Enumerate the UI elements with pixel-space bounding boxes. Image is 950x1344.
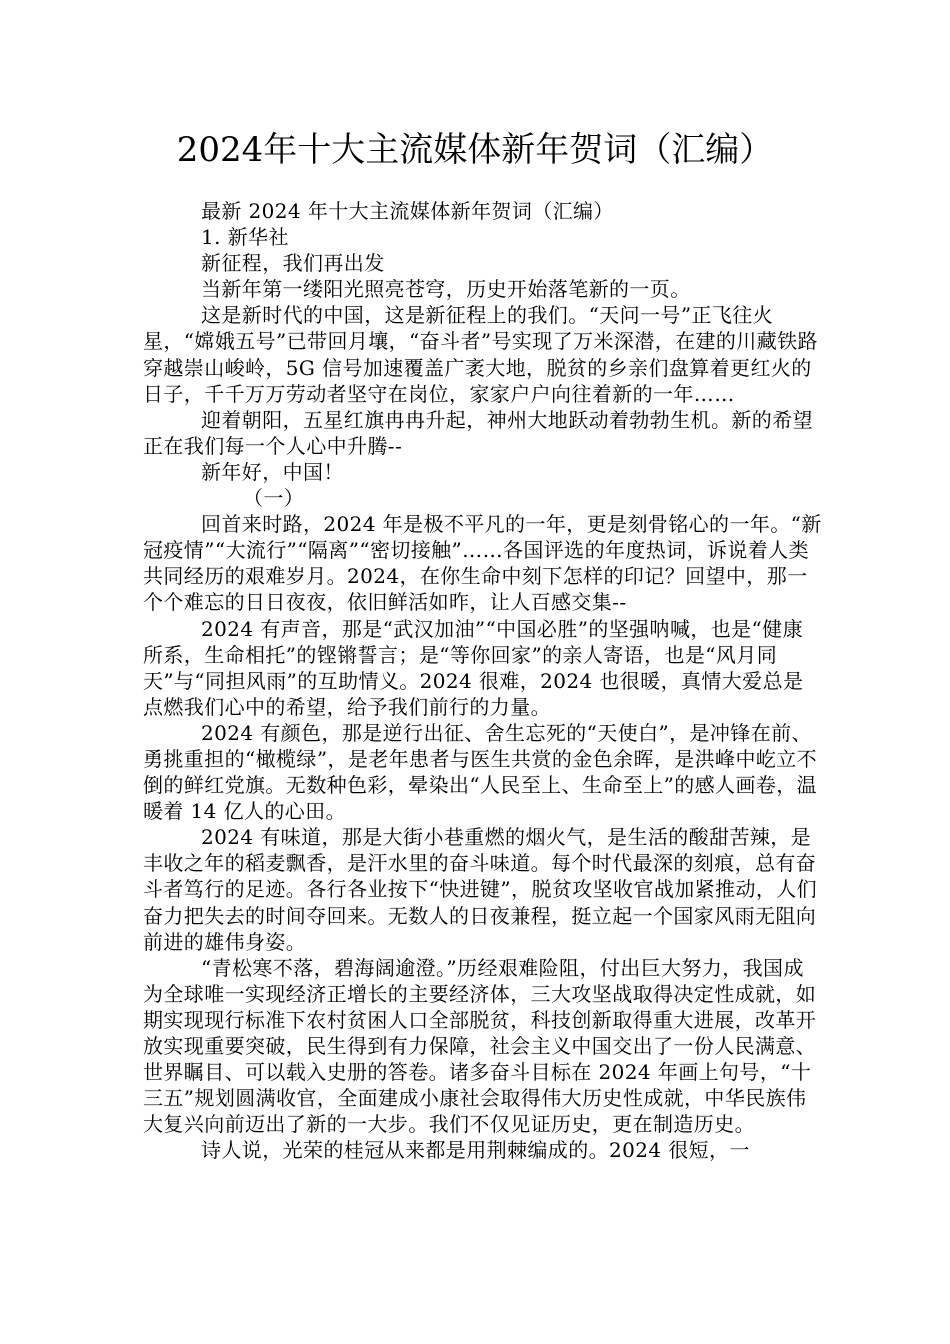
body-paragraph: 当新年第一缕阳光照亮苍穹，历史开始落笔新的一页。 [201, 277, 691, 302]
section-number: （一） [243, 486, 305, 511]
body-paragraph: 这是新时代的中国，这是新征程上的我们。“天问一号”正飞往火星，“嫦娥五号”已带回月壤，“奋斗者”号实现了万米深潜，在建的川藏铁路穿越崇山峻岭，5G 信号加速覆盖广袤大地，脱贫的乡亲们盘算着更红火的日子，千千万万劳动者坚守在岗位，家家户户向往着新的一年…… [143, 303, 818, 406]
article-heading: 新征程，我们再出发 [201, 251, 385, 276]
body-paragraph: 2024 有声音，那是“武汉加油”“中国必胜”的坚强呐喊，也是“健康所系，生命相托”的铿锵誓言；是“等你回家”的亲人寄语，也是“风月同天”与“同担风雨”的互助情义。2024 很难，2024 也很暖，真情大爱总是点燃我们心中的希望，给予我们前行的力量。 [143, 616, 804, 719]
section-heading-xinhua: 1. 新华社 [201, 225, 289, 250]
body-paragraph: 诗人说，光荣的桂冠从来都是用荆棘编成的。2024 很短，一 [201, 1138, 750, 1163]
body-paragraph: 迎着朝阳，五星红旗冉冉升起，神州大地跃动着勃勃生机。新的希望正在我们每一个人心中升腾-- [143, 407, 813, 458]
subtitle-paragraph: 最新 2024 年十大主流媒体新年贺词（汇编） [201, 199, 614, 223]
body-paragraph: 回首来时路，2024 年是极不平凡的一年，更是刻骨铭心的一年。“新冠疫情”“大流行”“隔离”“密切接触”……各国评选的年度热词，诉说着人类共同经历的艰难岁月。2024，在你生命中刻下怎样的印记？回望中，那一个个难忘的日日夜夜，依旧鲜活如昨，让人百感交集-- [143, 512, 822, 615]
body-paragraph: 2024 有味道，那是大街小巷重燃的烟火气，是生活的酸甜苦辣，是丰收之年的稻麦飘香，是汗水里的奋斗味道。每个时代最深的刻痕，总有奋斗者笃行的足迹。各行各业按下“快进键”，脱贫攻坚收官战加紧推动，人们奋力把失去的时间夺回来。无数人的日夜兼程，挺立起一个国家风雨无阻向前进的雄伟身姿。 [143, 825, 818, 954]
body-paragraph: 2024 有颜色，那是逆行出征、舍生忘死的“天使白”，是冲锋在前、勇挑重担的“橄榄绿”，是老年患者与医生共赏的金色余晖，是洪峰中屹立不倒的鲜红党旗。无数种色彩，晕染出“人民至上、生命至上”的感人画卷，温暖着 14 亿人的心田。 [143, 720, 818, 824]
body-paragraph: “青松寒不落，碧海阔逾澄。”历经艰难险阻，付出巨大努力，我国成为全球唯一实现经济正增长的主要经济体，三大攻坚战取得决定性成就，如期实现现行标准下农村贫困人口全部脱贫，科技创新取得重大进展，改革开放实现重要突破，民生得到有力保障，社会主义中国交出了一份人民满意、世界瞩目、可以载入史册的答卷。诸多奋斗目标在 2024 年画上句号，“十三五”规划圆满收官，全面建成小康社会取得伟大历史性成就，中华民族伟大复兴向前迈出了新的一大步。我们不仅见证历史，更在制造历史。 [143, 955, 817, 1137]
document-body [143, 198, 823, 1163]
document-title: 2024年十大主流媒体新年贺词（汇编） [176, 130, 774, 170]
body-paragraph: 新年好，中国！ [201, 459, 344, 484]
